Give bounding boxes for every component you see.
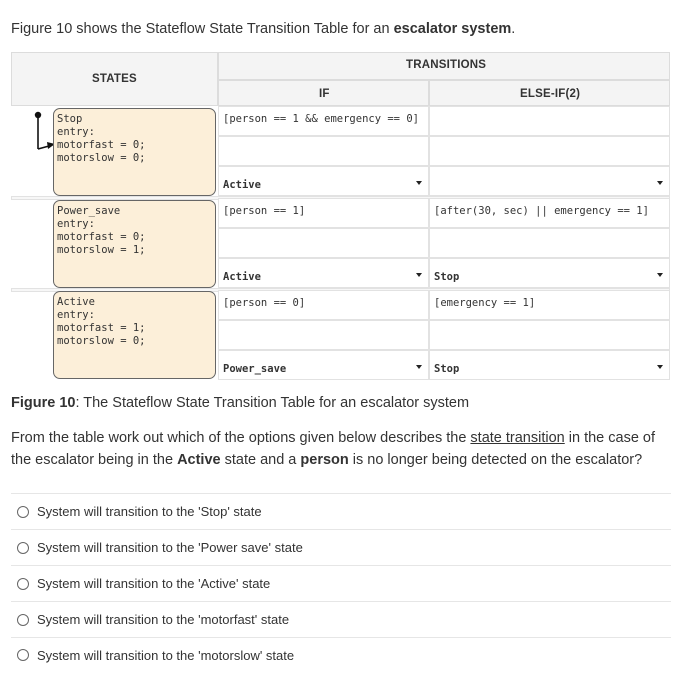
header-if xyxy=(218,80,429,106)
if-condition-cell[interactable] xyxy=(218,198,429,228)
else-destination: Stop xyxy=(434,271,460,283)
state-power-save[interactable] xyxy=(53,200,216,288)
if-destination-cell[interactable] xyxy=(218,350,429,380)
radio-button[interactable] xyxy=(17,578,29,590)
header-transitions xyxy=(218,52,670,80)
question-bold: Active xyxy=(177,452,221,468)
if-destination: Active xyxy=(223,179,261,191)
state-line: motorfast = 0; xyxy=(57,139,146,151)
if-destination: Power_save xyxy=(223,363,287,375)
state-transition-table xyxy=(11,52,670,380)
option-label: System will transition to the 'Active' state xyxy=(37,576,271,591)
option-active[interactable] xyxy=(11,565,671,601)
option-label: System will transition to the 'Stop' state xyxy=(37,504,262,519)
header-else-if xyxy=(429,80,670,106)
option-label: System will transition to the 'motorfast' state xyxy=(37,612,290,627)
state-stop[interactable] xyxy=(53,108,216,196)
dropdown-arrow-icon[interactable] xyxy=(416,273,422,277)
caption-bold: Figure 10 xyxy=(11,395,76,411)
else-destination-cell[interactable] xyxy=(429,258,670,288)
state-line: motorslow = 1; xyxy=(57,244,146,256)
question-part: state and a xyxy=(220,452,301,468)
else-destination-cell[interactable] xyxy=(429,350,670,380)
header-states xyxy=(11,52,218,106)
if-action-cell[interactable] xyxy=(218,320,429,350)
if-condition: [person == 1] xyxy=(223,205,306,217)
answer-options xyxy=(11,493,671,673)
else-action-cell[interactable] xyxy=(429,136,670,166)
state-line: motorfast = 0; xyxy=(57,231,146,243)
if-condition: [person == 1 && emergency == 0] xyxy=(223,113,419,125)
dropdown-arrow-icon[interactable] xyxy=(416,181,422,185)
if-action-cell[interactable] xyxy=(218,228,429,258)
intro-prefix: Figure 10 shows the Stateflow State Transition Table for an xyxy=(11,21,394,37)
if-destination-cell[interactable] xyxy=(218,258,429,288)
question-part: in the case of the escalator being in the xyxy=(11,430,656,468)
radio-button[interactable] xyxy=(17,614,29,626)
header-transitions-label: TRANSITIONS xyxy=(406,59,487,71)
if-condition-cell[interactable] xyxy=(218,106,429,136)
radio-button[interactable] xyxy=(17,649,29,661)
else-condition: [after(30, sec) || emergency == 1] xyxy=(434,205,649,217)
header-if-label: IF xyxy=(319,88,330,100)
else-destination: Stop xyxy=(434,363,460,375)
intro-suffix: . xyxy=(511,21,516,37)
question-text xyxy=(11,427,671,471)
radio-button[interactable] xyxy=(17,506,29,518)
state-line: Stop xyxy=(57,113,83,125)
state-line: motorfast = 1; xyxy=(57,322,146,334)
option-motorslow[interactable] xyxy=(11,637,671,673)
state-line: motorslow = 0; xyxy=(57,152,146,164)
caption-text: : The Stateflow State Transition Table for an escalator system xyxy=(75,395,470,411)
intro-bold: escalator system xyxy=(393,21,512,37)
state-line: entry: xyxy=(57,126,95,138)
figure-caption xyxy=(11,395,469,411)
state-line: Active xyxy=(57,296,95,308)
else-condition-cell[interactable] xyxy=(429,290,670,320)
option-label: System will transition to the 'motorslow' state xyxy=(37,647,295,663)
else-condition: [emergency == 1] xyxy=(434,297,536,309)
header-states-label: STATES xyxy=(92,73,137,85)
else-condition-cell[interactable] xyxy=(429,106,670,136)
dropdown-arrow-icon[interactable] xyxy=(657,273,663,277)
question-bold: person xyxy=(300,452,349,468)
if-destination: Active xyxy=(223,271,261,283)
state-active[interactable] xyxy=(53,291,216,379)
question-part: From the table work out which of the options given below describes the xyxy=(11,430,471,446)
state-line: entry: xyxy=(57,218,95,230)
else-condition-cell[interactable] xyxy=(429,198,670,228)
else-action-cell[interactable] xyxy=(429,320,670,350)
if-action-cell[interactable] xyxy=(218,136,429,166)
radio-button[interactable] xyxy=(17,542,29,554)
option-label: System will transition to the 'Power save' state xyxy=(37,540,303,555)
header-else-if-label: ELSE-IF(2) xyxy=(520,88,581,100)
dropdown-arrow-icon[interactable] xyxy=(657,181,663,185)
option-stop[interactable] xyxy=(11,493,671,529)
state-line: motorslow = 0; xyxy=(57,335,146,347)
dropdown-arrow-icon[interactable] xyxy=(416,365,422,369)
state-line: Power_save xyxy=(57,205,121,217)
option-power-save[interactable] xyxy=(11,529,671,565)
state-line: entry: xyxy=(57,309,95,321)
question-part: is no longer being detected on the escalator? xyxy=(348,452,643,468)
if-destination-cell[interactable] xyxy=(218,166,429,196)
else-destination-cell[interactable] xyxy=(429,166,670,196)
else-action-cell[interactable] xyxy=(429,228,670,258)
option-motorfast[interactable] xyxy=(11,601,671,637)
state-transition-link[interactable]: state transition xyxy=(470,430,565,446)
intro-text xyxy=(11,21,515,37)
dropdown-arrow-icon[interactable] xyxy=(657,365,663,369)
if-condition: [person == 0] xyxy=(223,297,306,309)
if-condition-cell[interactable] xyxy=(218,290,429,320)
